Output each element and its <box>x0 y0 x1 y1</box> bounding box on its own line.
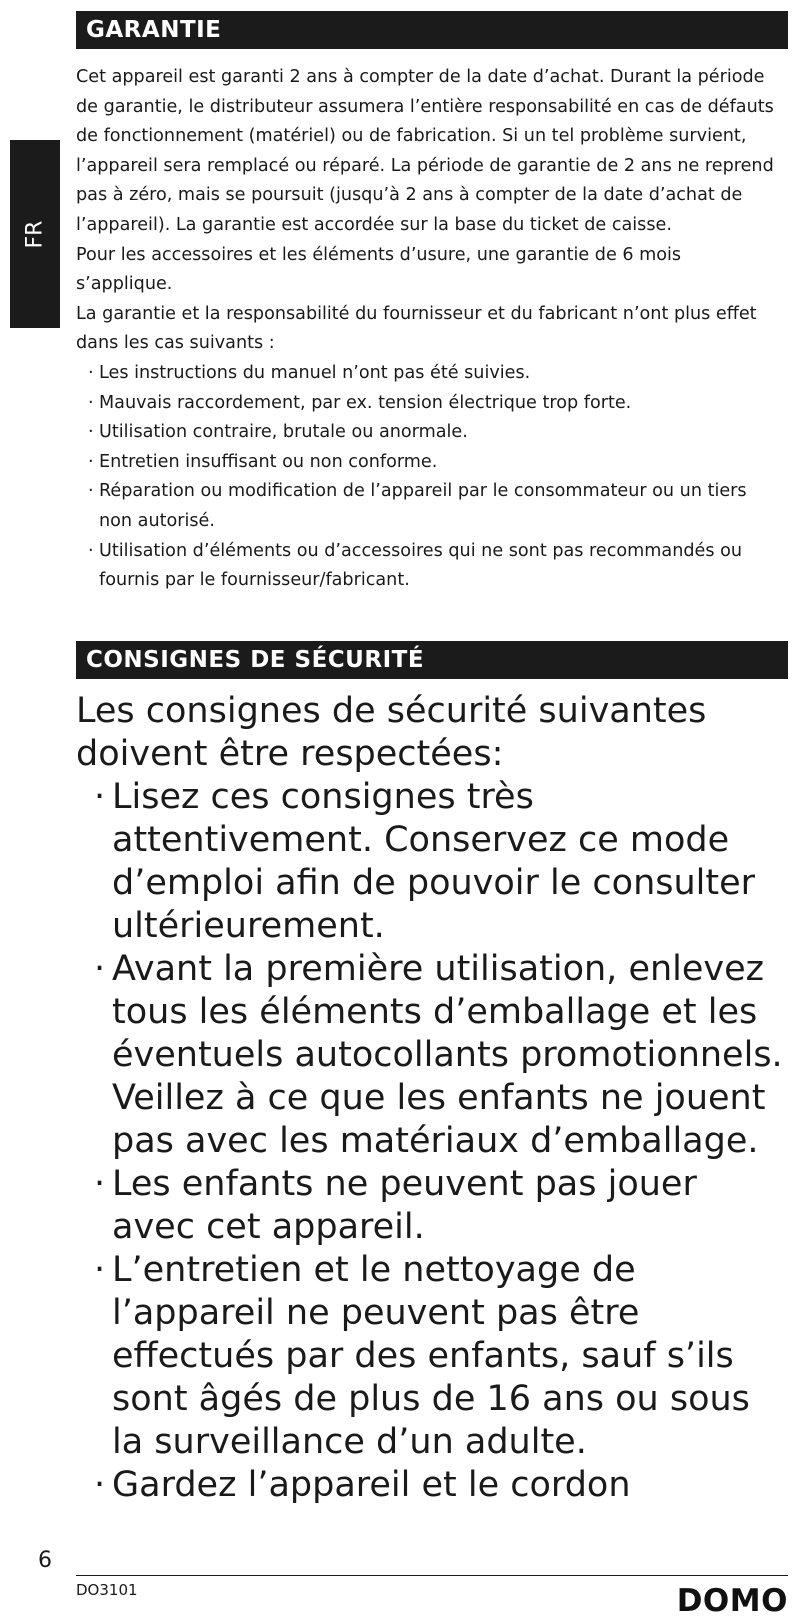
securite-intro: Les consignes de sécurité suivantes doivent être respectées: <box>76 691 707 774</box>
footer-divider <box>76 1575 788 1576</box>
model-number: DO3101 <box>76 1581 138 1599</box>
garantie-body <box>76 63 776 596</box>
list-item: · Réparation ou modification de l’appareil par le consommateur ou un tiers non autorisé. <box>88 477 776 536</box>
list-item: · Entretien insuffisant ou non conforme. <box>88 448 776 478</box>
list-item: · Les instructions du manuel n’ont pas été suivies. <box>88 359 776 389</box>
garantie-exclusions-list <box>76 359 776 596</box>
list-item: · Utilisation d’éléments ou d’accessoires qui ne sont pas recommandés ou fournis par le fournisseur/fabricant. <box>88 537 776 596</box>
brand-logo: DOMO <box>676 1583 788 1619</box>
section-title-garantie: GARANTIE <box>76 11 788 49</box>
garantie-paragraph: La garantie et la responsabilité du fournisseur et du fabricant n’ont plus effet dans les cas suivants : <box>76 303 757 354</box>
securite-list <box>76 776 788 1507</box>
list-item: · Gardez l’appareil et le cordon <box>76 1464 788 1507</box>
list-item: · L’entretien et le nettoyage de l’appareil ne peuvent pas être effectués par des enfants, sauf s’ils sont âgés de plus de 16 ans ou sous la surveillance d’un adulte. <box>76 1249 788 1464</box>
list-item: · Lisez ces consignes très attentivement. Conservez ce mode d’emploi afin de pouvoir le consulter ultérieurement. <box>76 776 788 948</box>
section-title-securite: CONSIGNES DE SÉCURITÉ <box>76 641 788 679</box>
list-item: · Avant la première utilisation, enlevez tous les éléments d’emballage et les éventuels autocollants promotionnels. Veillez à ce que les enfants ne jouent pas avec les matériaux d’emballage. <box>76 948 788 1163</box>
list-item: · Mauvais raccordement, par ex. tension électrique trop forte. <box>88 389 776 419</box>
language-tab <box>10 140 60 328</box>
list-item: · Les enfants ne peuvent pas jouer avec cet appareil. <box>76 1163 788 1249</box>
page-number: 6 <box>38 1548 52 1573</box>
garantie-paragraph: Pour les accessoires et les éléments d’usure, une garantie de 6 mois s’applique. <box>76 244 682 295</box>
garantie-paragraph: Cet appareil est garanti 2 ans à compter de la date d’achat. Durant la période de garantie, le distributeur assumera l’entière responsabilité en cas de défauts de fonctionnement (matériel) ou de fabrication. Si un tel problème survient, l’appareil sera remplacé ou réparé. La période de garantie de 2 ans ne reprend pas à zéro, mais se poursuit (jusqu’à 2 ans à compter de la date d’achat de l’appareil). La garantie est accordée sur la base du ticket de caisse. <box>76 67 774 235</box>
list-item: · Utilisation contraire, brutale ou anormale. <box>88 418 776 448</box>
securite-body <box>76 690 788 1507</box>
language-tab-label: FR <box>22 220 48 248</box>
